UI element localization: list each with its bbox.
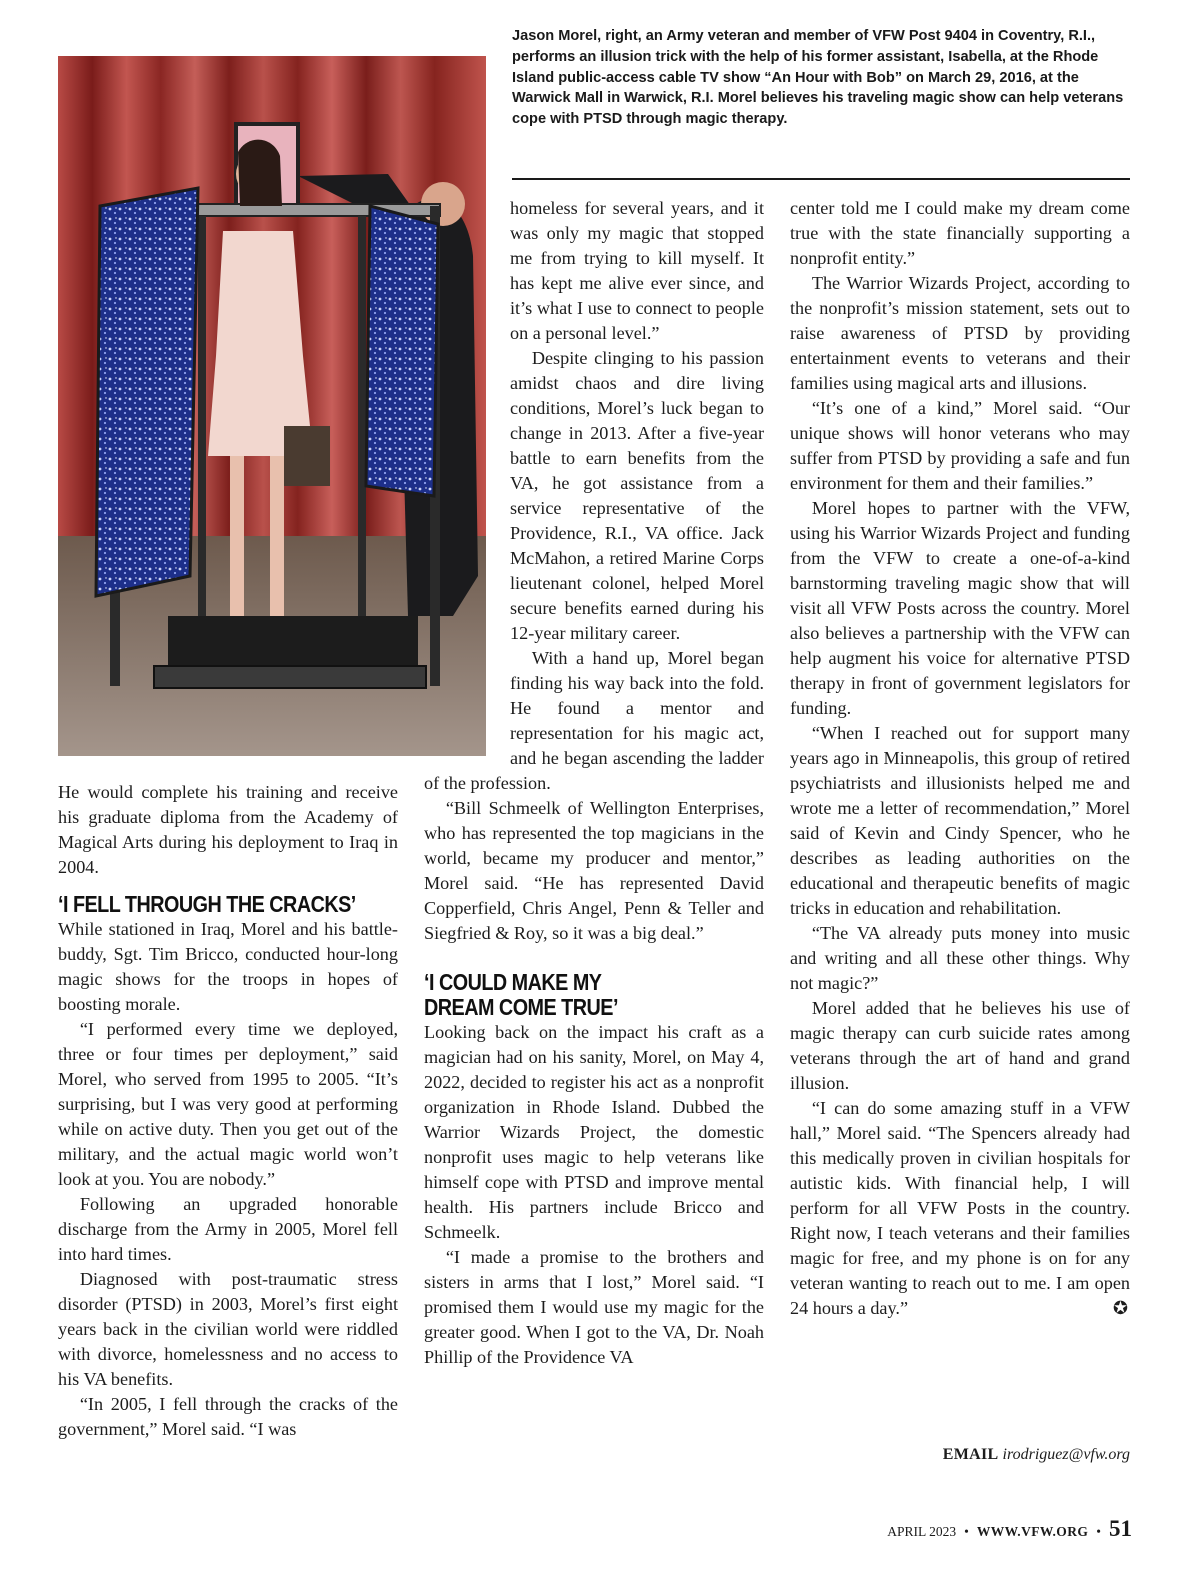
paragraph: While stationed in Iraq, Morel and his battle-buddy, Sgt. Tim Bricco, conducted hour-long magic shows for the troops in hopes of boosting morale. [58,919,398,1014]
paragraph: “I performed every time we deployed, three or four times per deployment,” said Morel, who served from 1995 to 2005. “It’s surprising, but I was very good at performing while on active duty. Then you get out of the military, and the actual magic world won’t look at you. You are nobody.” [58,1019,398,1189]
email-label: EMAIL [942,1446,999,1463]
paragraph: homeless for several years, and it was only my magic that stopped me from trying to kill myself. It has kept me alive ever since, and it’s what I use to connect to people on a personal level.” [510,198,764,343]
column-2 [424,196,764,1370]
separator: • [1096,1524,1101,1539]
paragraph: Looking back on the impact his craft as a magician had on his sanity, Morel, on May 4, 2022, decided to register his act as a nonprofit organization in Rhode Island. Dubbed the Warrior Wizards Project, the domestic nonprofit uses magic to help veterans like himself cope with PTSD and improve mental health. His partners include Bricco and Schmeelk. [424,1022,764,1242]
paragraph: “I made a promise to the brothers and sisters in arms that I lost,” Morel said. “I promised them I would use my magic for the greater good. When I got to the VA, Dr. Noah Phillip of the Providence VA [424,1247,764,1367]
caption-rule [512,178,1130,180]
paragraph: Following an upgraded honorable discharge from the Army in 2005, Morel fell into hard times. [58,1194,398,1264]
paragraph: “Bill Schmeelk of Wellington Enterprises, who has represented the top magicians in the world, became my producer and mentor,” Morel said. “He has represented David Copperfield, Chris Angel, Penn & Teller and Siegfried & Roy, so it was a big deal.” [424,798,764,943]
paragraph-text: “I can do some amazing stuff in a VFW hall,” Morel said. “The Spencers already had this medically proven in civilian hospitals for autistic kids. With financial help, I will perform for all VFW Posts in the country. Right now, I teach veterans and their families magic for free, and my phone is on for any veteran wanting to reach out to me. I am open 24 hours a day.” [790,1098,1130,1318]
paragraph: The Warrior Wizards Project, according to the nonprofit’s mission statement, sets out to raise awareness of PTSD by providing entertainment events to veterans and their families using magical arts and illusions. [790,273,1130,393]
email-address[interactable]: irodriguez@vfw.org [1002,1446,1130,1463]
paragraph: “In 2005, I fell through the cracks of the government,” Morel said. “I was [58,1394,398,1439]
website-link[interactable]: WWW.VFW.ORG [976,1524,1089,1539]
paragraph: “It’s one of a kind,” Morel said. “Our unique shows will honor veterans who may suffer from PTSD by providing a safe and fun environment for them and their families.” [790,398,1130,493]
photo-caption: Jason Morel, right, an Army veteran and member of VFW Post 9404 in Coventry, R.I., performs an illusion trick with the help of his former assistant, Isabella, at the Rhode Island public-access cable TV show “An Hour with Bob” on March 29, 2016, at the Warwick Mall in Warwick, R.I. Morel believes his traveling magic show can help veterans cope with PTSD through magic therapy. [512,28,1124,128]
column-1 [58,780,398,1442]
article-photo [58,56,486,756]
paragraph: “The VA already puts money into music and writing and all these other things. Why not magic?” [790,923,1130,993]
page-footer [887,1516,1132,1542]
heading-line: ‘I COULD MAKE MY [424,969,602,995]
column-3 [790,196,1130,1321]
page-number: 51 [1109,1516,1132,1541]
paragraph: center told me I could make my dream come true with the state financially supporting a nonprofit entity.” [790,198,1130,268]
end-mark-icon: ✪ [1112,1298,1128,1319]
paragraph: With a hand up, Morel began finding his way back into the fold. He found a mentor and representation for his magic act, and he began ascending the ladder of the profession. [424,648,764,793]
paragraph: He would complete his training and receive his graduate diploma from the Academy of Magical Arts during his deployment to Iraq in 2004. [58,782,398,877]
paragraph: Despite clinging to his passion amidst chaos and dire living conditions, Morel’s luck began to change in 2013. After a five-year battle to earn benefits from the VA, he got assistance from a service representative of the Providence, R.I., VA office. Jack McMahon, a retired Marine Corps lieutenant colonel, helped Morel secure benefits earned during his 12-year military career. [510,348,764,643]
paragraph [790,1096,1130,1321]
author-email [943,1446,1130,1464]
photo-illustration [58,56,486,756]
paragraph: Diagnosed with post-traumatic stress disorder (PTSD) in 2003, Morel’s first eight years back in the civilian world were riddled with divorce, homelessness and no access to his VA benefits. [58,1269,398,1389]
issue-date: APRIL 2023 [887,1524,957,1539]
paragraph: Morel hopes to partner with the VFW, using his Warrior Wizards Project and funding from the VFW to create a one-of-a-kind barnstorming traveling magic show that will visit all VFW Posts across the country. Morel also believes a partnership with the VFW can help augment his voice for alternative PTSD therapy in front of government legislators for funding. [790,498,1130,718]
section-heading [424,970,716,1020]
heading-line: DREAM COME TRUE’ [424,994,618,1020]
paragraph: “When I reached out for support many years ago in Minneapolis, this group of retired psychiatrists and illusionists helped me and wrote me a letter of recommendation,” Morel said of Kevin and Cindy Spencer, who he describes as leading authorities on the educational and therapeutic benefits of magic tricks in education and rehabilitation. [790,723,1130,918]
photo-wrap-space [424,196,510,771]
section-heading: ‘I FELL THROUGH THE CRACKS’ [58,891,356,917]
paragraph: Morel added that he believes his use of magic therapy can curb suicide rates among veterans through the art of hand and grand illusion. [790,998,1130,1093]
separator: • [964,1524,969,1539]
